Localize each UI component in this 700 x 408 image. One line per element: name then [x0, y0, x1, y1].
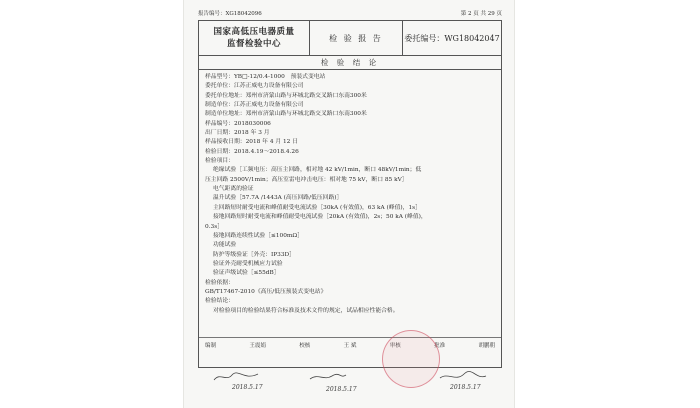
- conclusion-text: 对检验项目的检验结果符合标准及技术文件的规定，试品相应性能合格。: [213, 307, 399, 314]
- conclusion-title: 检 验 结 论: [199, 56, 501, 70]
- conclusion-heading: 检验结论：: [205, 298, 234, 305]
- test-item: 压主回路 2500V/1min；高压室雷电冲击电压：相对地 75 kV，断口 85 kV］: [205, 176, 408, 183]
- manufacture-date: 出厂日期：2018 年 3 月: [205, 130, 270, 137]
- report-frame: [198, 20, 502, 368]
- review-label: 校核: [299, 342, 311, 349]
- test-item: 接地回路连续性试验［≤100mΩ］: [213, 232, 303, 239]
- report-header: [199, 21, 501, 56]
- audit-label: 审核: [389, 342, 401, 349]
- signature-date-left: 2018.5.17: [232, 384, 263, 391]
- signature-scribble-mid: [308, 370, 348, 384]
- test-date: 检验日期：2018.4.19～2018.4.26: [205, 148, 299, 155]
- test-basis: GB/T17467-2010《高压/低压预装式变电站》: [205, 288, 327, 295]
- test-item: 绝缘试验［工频电压：高压主回路，相对地 42 kV/1min，断口 48kV/1min；低: [213, 167, 422, 174]
- signature-scribble-left: [212, 370, 262, 384]
- client-address: 委托单位地址：郑州市济蒙山路与环城北路交叉路口东南300米: [205, 92, 367, 99]
- test-items-heading: 检验项目：: [205, 158, 234, 165]
- report-title: 检 验 报 告: [310, 21, 403, 55]
- test-item: 温升试验［57.7A /1443A (高压回路/低压回路)］: [213, 195, 343, 202]
- test-item: 功能试验: [213, 242, 237, 249]
- test-item: 主回路短时耐受电流和峰值耐受电流试验［30kA (有效值)，63 kA (峰值)，1s］: [213, 204, 421, 211]
- review-name: 王 斌: [343, 342, 357, 349]
- report-page: [184, 0, 514, 408]
- sample-model: 样品型号：YB□-12/0.4-1000 预装式变电站: [205, 74, 326, 80]
- page-count: 第 2 页 共 29 页: [460, 11, 502, 17]
- test-item: 0.3s］: [205, 223, 223, 230]
- organization-name: 国家高低压电器质量 监督检验中心: [199, 21, 310, 55]
- commission-number: 委托编号：WG18042047: [404, 33, 500, 43]
- report-body: [199, 70, 501, 316]
- sample-number: 样品编号：2018030006: [205, 120, 271, 127]
- client: 委托单位：江苏正威电力设备有限公司: [205, 83, 304, 90]
- manufacturer: 制造单位：江苏正威电力设备有限公司: [205, 102, 304, 109]
- receive-date: 样品接收日期：2018 年 4 月 12 日: [205, 139, 298, 146]
- test-item: 接地回路短时耐受电流和峰值耐受电流试验［20kA (有效值)，2s；50 kA (峰值)，: [213, 214, 427, 221]
- test-basis-heading: 检验依据：: [205, 279, 234, 286]
- compile-name: 王震娟: [249, 342, 266, 349]
- report-number: 报告编号：XG18042096: [198, 11, 262, 17]
- test-item: 验证外壳耐受机械应力试验: [213, 260, 283, 267]
- test-item: 电气距离的验证: [213, 186, 254, 193]
- signature-row: [199, 337, 501, 351]
- manufacturer-address: 制造单位地址：郑州市济蒙山路与环城北路交叉路口东南300米: [205, 111, 367, 118]
- compile-label: 编制: [205, 342, 217, 349]
- test-item: 验证声级试验［≤55dB］: [213, 270, 280, 277]
- signature-date-mid: 2018.5.17: [326, 386, 357, 393]
- page-topline: [198, 9, 502, 19]
- approve-name: 胡鹏朝: [478, 342, 495, 349]
- approve-label: 批准: [434, 342, 446, 349]
- signature-scribble-right: [438, 370, 488, 384]
- signature-date-right: 2018.5.17: [450, 384, 481, 391]
- handwritten-signatures: [198, 370, 500, 398]
- test-item: 防护等级验证［外壳：IP33D］: [213, 251, 295, 258]
